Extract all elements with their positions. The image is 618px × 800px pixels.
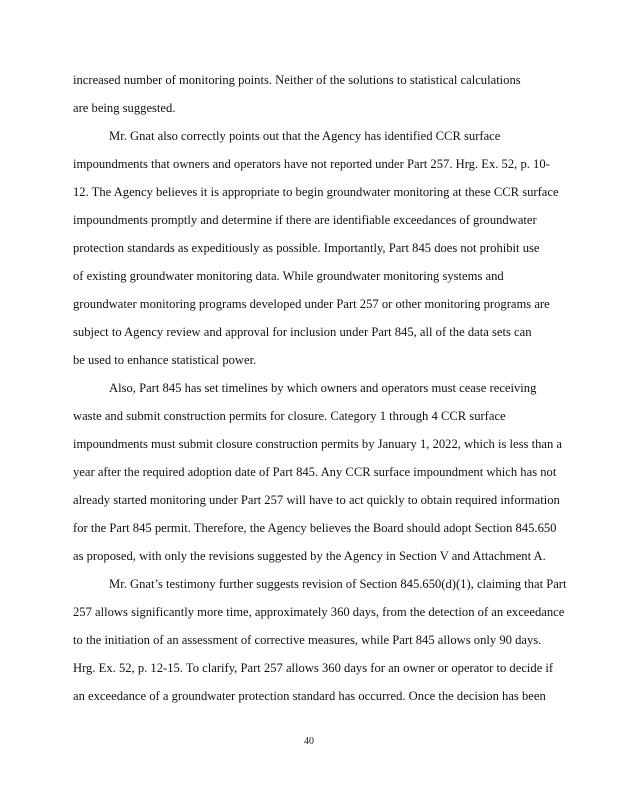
text-line: an exceedance of a groundwater protection standard has occurred. Once the decision has been bbox=[73, 689, 546, 703]
text-line: year after the required adoption date of Part 845. Any CCR surface impoundment which has not bbox=[73, 465, 557, 479]
text-line: groundwater monitoring programs developed under Part 257 or other monitoring programs are bbox=[73, 297, 550, 311]
text-line: 257 allows significantly more time, approximately 360 days, from the detection of an exceedance bbox=[73, 605, 565, 619]
text-line: be used to enhance statistical power. bbox=[73, 353, 257, 367]
text-line: impoundments must submit closure construction permits by January 1, 2022, which is less than a bbox=[73, 437, 562, 451]
text-line: subject to Agency review and approval for inclusion under Part 845, all of the data sets can bbox=[73, 325, 532, 339]
text-line: already started monitoring under Part 257 will have to act quickly to obtain required information bbox=[73, 493, 560, 507]
text-line: impoundments that owners and operators have not reported under Part 257. Hrg. Ex. 52, p. 10- bbox=[73, 157, 550, 171]
text-line: protection standards as expeditiously as possible. Importantly, Part 845 does not prohibit use bbox=[73, 241, 540, 255]
paragraph-first-line: Also, Part 845 has set timelines by which owners and operators must cease receiving bbox=[109, 381, 537, 395]
page-number: 40 bbox=[304, 736, 314, 747]
text-line: to the initiation of an assessment of corrective measures, while Part 845 allows only 90 days. bbox=[73, 633, 542, 647]
text-line: for the Part 845 permit. Therefore, the Agency believes the Board should adopt Section 845.650 bbox=[73, 521, 557, 535]
text-line: impoundments promptly and determine if there are identifiable exceedances of groundwater bbox=[73, 213, 537, 227]
text-line: as proposed, with only the revisions suggested by the Agency in Section V and Attachment A. bbox=[73, 549, 546, 563]
text-line: 12. The Agency believes it is appropriate to begin groundwater monitoring at these CCR surface bbox=[73, 185, 559, 199]
paragraph-first-line: Mr. Gnat also correctly points out that the Agency has identified CCR surface bbox=[109, 129, 501, 143]
text-line: increased number of monitoring points. Neither of the solutions to statistical calculations bbox=[73, 73, 521, 87]
paragraph-first-line: Mr. Gnat’s testimony further suggests revision of Section 845.650(d)(1), claiming that Part bbox=[109, 577, 567, 591]
text-line: Hrg. Ex. 52, p. 12-15. To clarify, Part 257 allows 360 days for an owner or operator to decide if bbox=[73, 661, 554, 675]
text-line: waste and submit construction permits for closure. Category 1 through 4 CCR surface bbox=[73, 409, 506, 423]
text-line: of existing groundwater monitoring data. While groundwater monitoring systems and bbox=[73, 269, 504, 283]
text-line: are being suggested. bbox=[73, 101, 176, 115]
